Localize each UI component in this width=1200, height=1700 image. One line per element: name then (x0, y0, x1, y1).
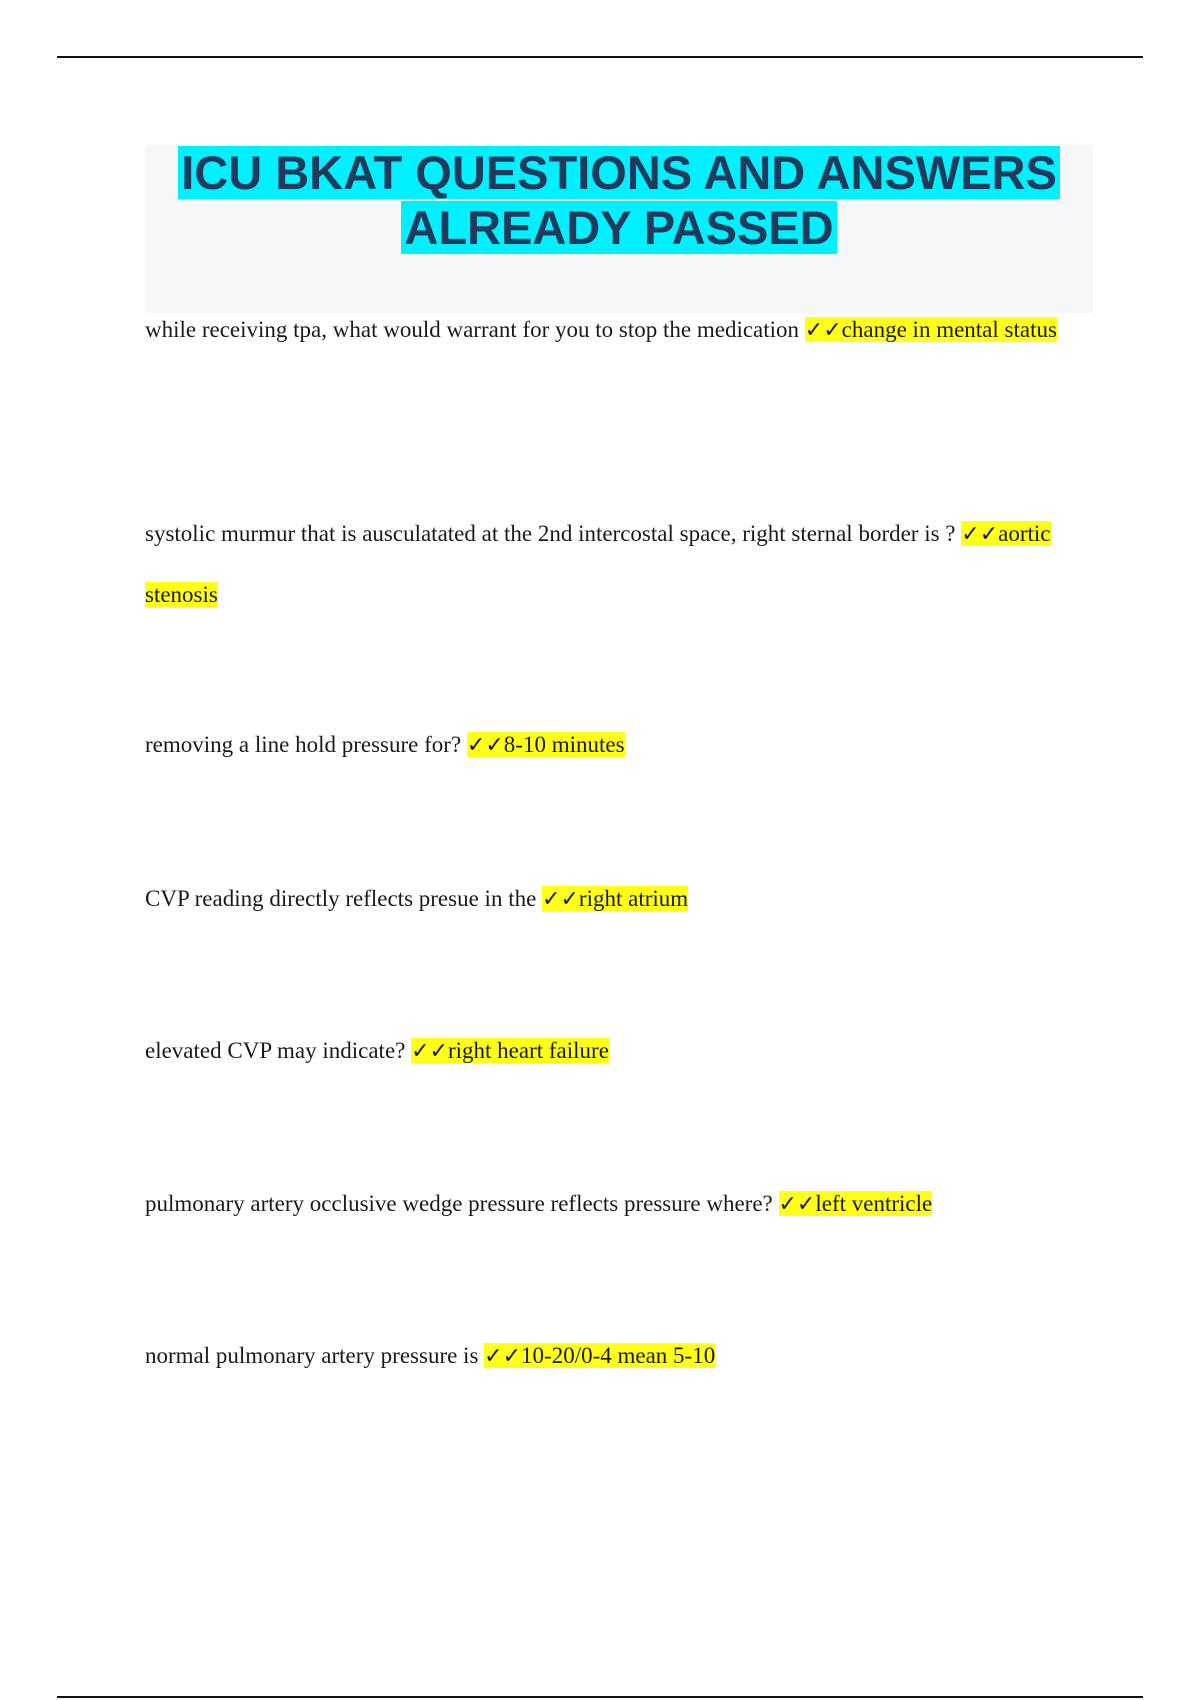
title-line-2: ALREADY PASSED (401, 201, 836, 254)
qa-item (145, 715, 1085, 776)
answer-text: right atrium (578, 886, 689, 911)
answer-text: right heart failure (447, 1038, 609, 1063)
qa-item (145, 869, 1085, 930)
answer-highlight (411, 1038, 609, 1063)
question-text: pulmonary artery occlusive wedge pressure reflects pressure where? (145, 1191, 773, 1216)
qa-item (145, 300, 1085, 361)
question-text: systolic murmur that is ausculatated at the 2nd intercostal space, right sternal border is ? (145, 521, 956, 546)
double-check-icon: ✓✓ (542, 887, 579, 912)
answer-text: 10-20/0-4 mean 5-10 (521, 1343, 716, 1368)
double-check-icon: ✓✓ (804, 318, 842, 343)
double-check-icon: ✓✓ (466, 733, 504, 758)
qa-item (145, 1174, 1085, 1235)
qa-item (145, 504, 1085, 625)
question-text: elevated CVP may indicate? (145, 1038, 406, 1063)
answer-highlight (542, 886, 688, 911)
answer-text: left ventricle (815, 1191, 933, 1216)
question-text: removing a line hold pressure for? (145, 732, 462, 757)
document-title (145, 145, 1093, 255)
double-check-icon: ✓✓ (411, 1039, 448, 1064)
answer-text: 8-10 minutes (503, 732, 625, 757)
answer-highlight (467, 732, 625, 757)
qa-item (145, 1021, 1085, 1082)
double-check-icon: ✓✓ (484, 1344, 522, 1369)
answer-highlight (484, 1343, 715, 1368)
footer-rule (57, 1696, 1143, 1698)
double-check-icon: ✓✓ (961, 522, 999, 547)
answer-text: aortic stenosis (145, 521, 1051, 607)
answer-text: change in mental status (841, 317, 1057, 342)
header-rule (57, 56, 1143, 58)
question-text: CVP reading directly reflects presue in the (145, 886, 537, 911)
question-text: while receiving tpa, what would warrant for you to stop the medication (145, 317, 800, 342)
title-line-1: ICU BKAT QUESTIONS AND ANSWERS (178, 146, 1060, 199)
answer-highlight (779, 1191, 933, 1216)
double-check-icon: ✓✓ (778, 1192, 816, 1217)
question-text: normal pulmonary artery pressure is (145, 1343, 479, 1368)
qa-item (145, 1326, 1085, 1387)
answer-highlight (805, 317, 1057, 342)
